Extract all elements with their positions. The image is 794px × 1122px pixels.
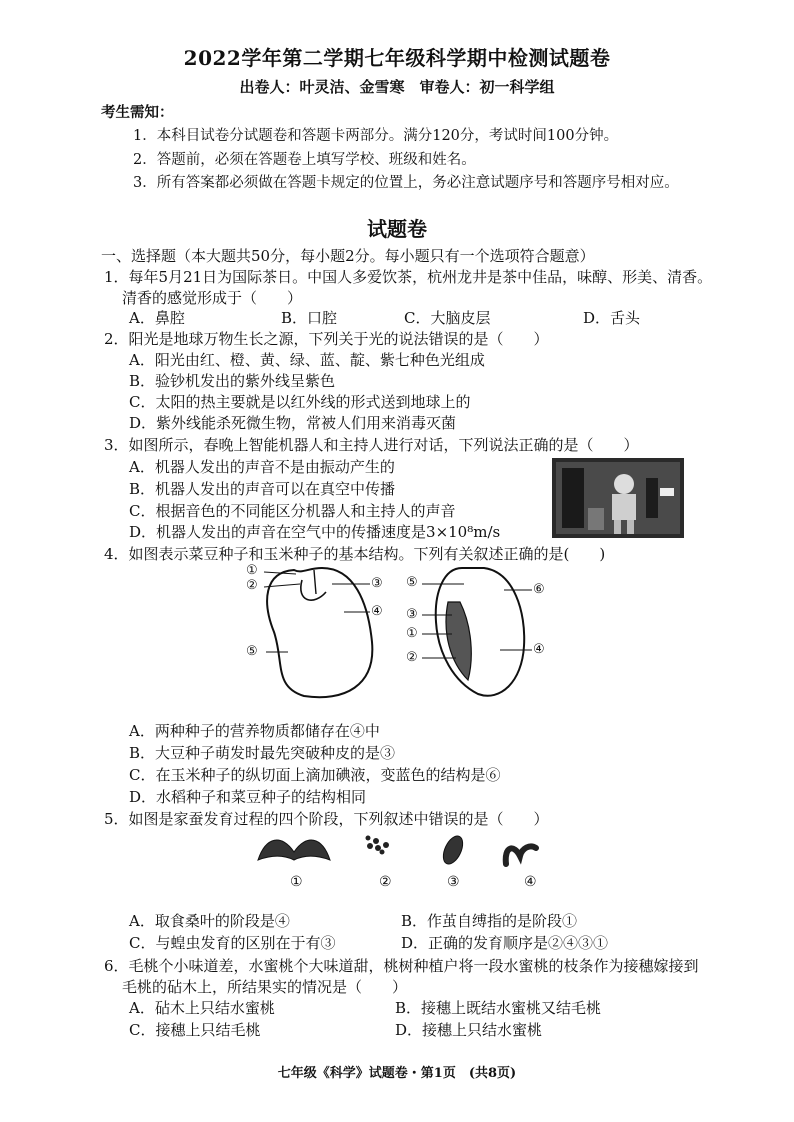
part1-heading: 一、选择题（本大题共50分，每小题2分。每小题只有一个选项符合题意） — [101, 247, 595, 265]
robot-host-photo — [552, 458, 684, 538]
q3-option-b: B．机器人发出的声音可以在真空中传播 — [129, 480, 396, 498]
section-title: 试题卷 — [367, 217, 427, 241]
authors-line: 出卷人：叶灵洁、金雪寒 审卷人：初一科学组 — [239, 78, 555, 96]
notice-item-3: 3．所有答案都必须做在答题卡规定的位置上，务必注意试题序号和答题序号相对应。 — [133, 175, 679, 191]
q5-option-c: C．与蝗虫发育的区别在于有③ — [129, 934, 336, 952]
notice-item-2: 2．答题前，必须在答题卷上填写学校、班级和姓名。 — [133, 152, 476, 168]
q3-option-c: C．根据音色的不同能区分机器人和主持人的声音 — [129, 502, 456, 520]
corn-label-4: ④ — [533, 642, 545, 657]
stage-label-4: ④ — [524, 874, 537, 890]
q3-stem: 3．如图所示，春晚上智能机器人和主持人进行对话，下列说法正确的是（ ） — [104, 436, 639, 454]
q1-stem-line2: 清香的感觉形成于（ ） — [122, 289, 303, 307]
corn-label-3: ③ — [406, 607, 418, 622]
q6-stem-line2: 毛桃的砧木上，所结果实的情况是（ ） — [122, 978, 408, 996]
q1-option-c: C．大脑皮层 — [404, 309, 491, 327]
bean-label-2: ② — [246, 578, 258, 593]
corn-label-1: ① — [406, 626, 418, 641]
q2-option-c: C．太阳的热主要就是以红外线的形式送到地球上的 — [129, 393, 471, 411]
q2-option-b: B．验钞机发出的紫外线呈紫色 — [129, 372, 336, 390]
q5-option-a: A．取食桑叶的阶段是④ — [129, 912, 290, 930]
q1-option-b: B．口腔 — [281, 309, 338, 327]
q4-option-a: A．两种种子的营养物质都储存在④中 — [129, 722, 380, 740]
q4-option-d: D．水稻种子和菜豆种子的结构相同 — [129, 788, 367, 806]
silkworm-stages-diagram — [248, 826, 548, 874]
notice-heading: 考生需知： — [101, 104, 174, 121]
q4-stem: 4．如图表示菜豆种子和玉米种子的基本结构。下列有关叙述正确的是( ) — [104, 545, 606, 563]
q2-option-d: D．紫外线能杀死微生物，常被人们用来消毒灭菌 — [129, 414, 457, 432]
bean-label-5: ⑤ — [246, 644, 258, 659]
notice-item-1: 1．本科目试卷分试题卷和答题卡两部分。满分120分，考试时间100分钟。 — [133, 128, 619, 144]
bean-label-3: ③ — [371, 576, 383, 591]
q3-option-d: D．机器人发出的声音在空气中的传播速度是3×10⁸m/s — [129, 523, 501, 541]
stage-label-1: ① — [290, 874, 303, 890]
page-footer: 七年级《科学》试题卷・第1页 (共8页) — [277, 1066, 517, 1081]
stage-label-3: ③ — [447, 874, 460, 890]
corn-label-5: ⑤ — [406, 575, 418, 590]
bean-label-4: ④ — [371, 604, 383, 619]
q1-stem-line1: 1．每年5月21日为国际茶日。中国人多爱饮茶，杭州龙井是茶中佳品，味醇、形美、清香。 — [104, 268, 713, 286]
q6-option-a: A．砧木上只结水蜜桃 — [129, 999, 275, 1017]
q5-option-b: B．作茧自缚指的是阶段① — [401, 912, 578, 930]
q2-option-a: A．阳光由红、橙、黄、绿、蓝、靛、紫七种色光组成 — [129, 351, 485, 369]
corn-seed-diagram — [404, 562, 554, 704]
q6-option-b: B．接穗上既结水蜜桃又结毛桃 — [395, 999, 602, 1017]
q6-option-d: D．接穗上只结水蜜桃 — [395, 1021, 543, 1039]
q1-option-d: D．舌头 — [583, 309, 641, 327]
q6-option-c: C．接穗上只结毛桃 — [129, 1021, 261, 1039]
q2-stem: 2．阳光是地球万物生长之源，下列关于光的说法错误的是（ ） — [104, 330, 549, 348]
q5-option-d: D．正确的发育顺序是②④③① — [401, 934, 609, 952]
corn-label-6: ⑥ — [533, 582, 545, 597]
q3-option-a: A．机器人发出的声音不是由振动产生的 — [129, 458, 395, 476]
page-title: 2022学年第二学期七年级科学期中检测试题卷 — [183, 46, 611, 70]
q4-option-c: C．在玉米种子的纵切面上滴加碘液，变蓝色的结构是⑥ — [129, 766, 501, 784]
bean-label-1: ① — [246, 563, 258, 578]
q5-stem: 5．如图是家蚕发育过程的四个阶段，下列叙述中错误的是（ ） — [104, 810, 549, 828]
stage-label-2: ② — [379, 874, 392, 890]
q6-stem-line1: 6．毛桃个小味道差，水蜜桃个大味道甜，桃树种植户将一段水蜜桃的枝条作为接穗嫁接到 — [104, 957, 699, 975]
q1-option-a: A．鼻腔 — [129, 309, 185, 327]
corn-label-2: ② — [406, 650, 418, 665]
q4-option-b: B．大豆种子萌发时最先突破种皮的是③ — [129, 744, 396, 762]
